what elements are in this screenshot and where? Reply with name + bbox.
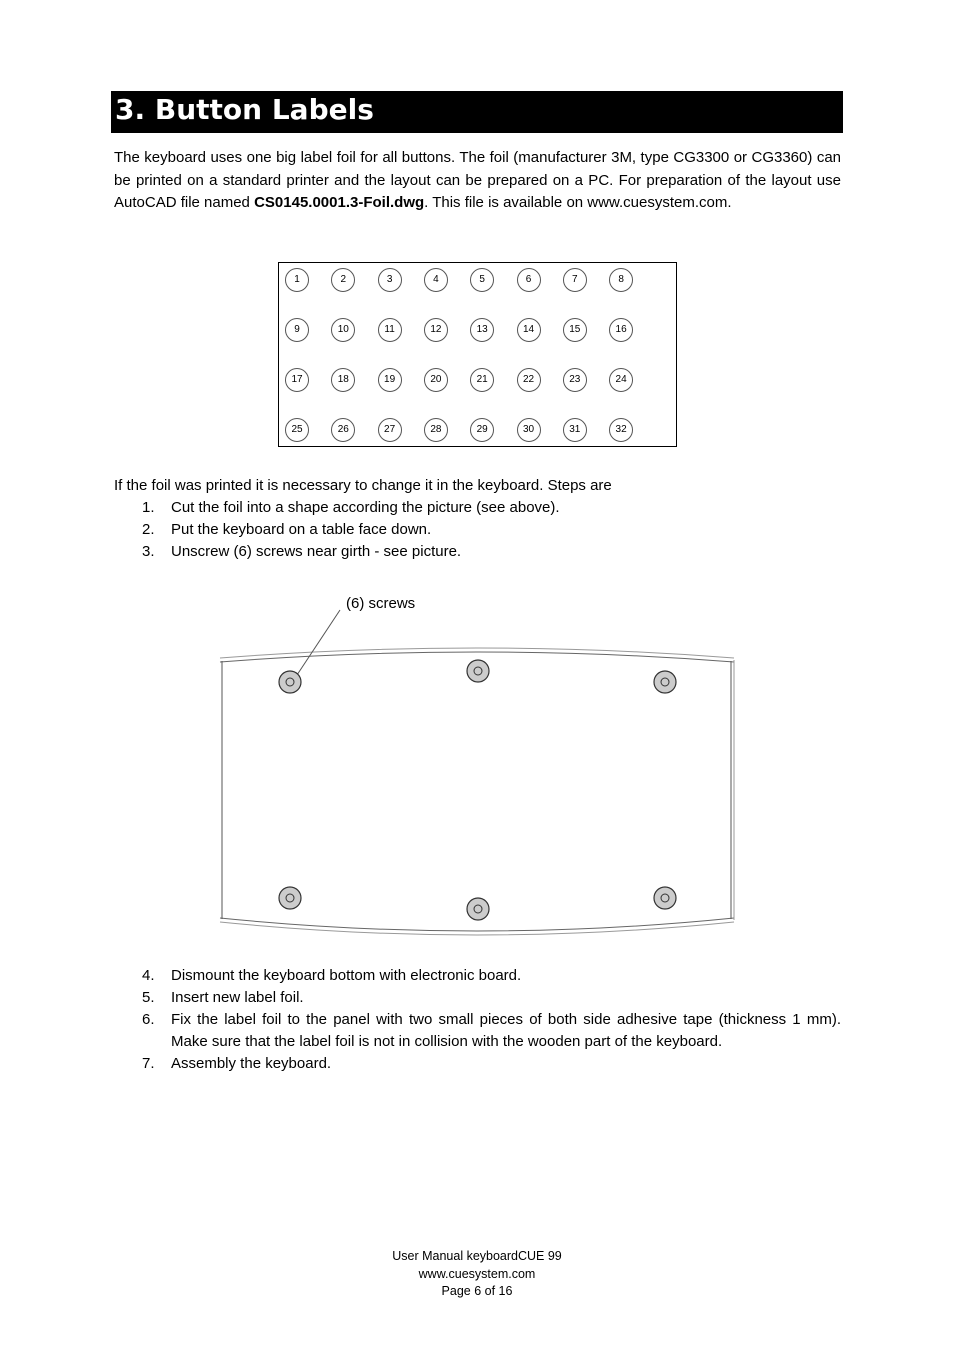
- section-heading: 3. Button Labels: [111, 91, 843, 133]
- step-text: Fix the label foil to the panel with two small pieces of both side adhesive tape (thickness 1 mm). Make sure that the label foil is not in collision with the wooden part of the keyboard.: [171, 1011, 841, 1050]
- screw-icon: [467, 898, 489, 920]
- foil-button-27: 27: [378, 418, 402, 442]
- intro-text-end: . This file is available on www.cuesystem.com.: [424, 194, 732, 211]
- foil-button-32: 32: [609, 418, 633, 442]
- foil-button-11: 11: [378, 318, 402, 342]
- foil-button-5: 5: [470, 268, 494, 292]
- step-text: Put the keyboard on a table face down.: [171, 521, 432, 538]
- foil-button-15: 15: [563, 318, 587, 342]
- step-text: Assembly the keyboard.: [171, 1055, 332, 1072]
- intro-paragraph: [114, 147, 841, 215]
- footer-website: www.cuesystem.com: [418, 1266, 536, 1281]
- step-text: Insert new label foil.: [171, 989, 304, 1006]
- foil-button-22: 22: [517, 368, 541, 392]
- keyboard-bottom-figure: [210, 590, 740, 942]
- footer-manual-title: User Manual keyboardCUE 99: [392, 1249, 562, 1263]
- step-number: 4.: [142, 967, 155, 984]
- step-number: 5.: [142, 989, 155, 1006]
- foil-button-7: 7: [563, 268, 587, 292]
- foil-button-23: 23: [563, 368, 587, 392]
- foil-button-28: 28: [424, 418, 448, 442]
- foil-button-4: 4: [424, 268, 448, 292]
- foil-button-9: 9: [285, 318, 309, 342]
- foil-button-1: 1: [285, 268, 309, 292]
- screws-callout: (6) screws: [346, 595, 416, 612]
- step-text: Cut the foil into a shape according the picture (see above).: [171, 499, 560, 516]
- callout-leader-line: [295, 610, 340, 678]
- step-text: Unscrew (6) screws near girth - see picture.: [171, 543, 462, 560]
- foil-button-2: 2: [331, 268, 355, 292]
- foil-button-19: 19: [378, 368, 402, 392]
- page-footer: [0, 1248, 954, 1301]
- screw-icon: [467, 660, 489, 682]
- foil-button-16: 16: [609, 318, 633, 342]
- foil-button-14: 14: [517, 318, 541, 342]
- foil-button-8: 8: [609, 268, 633, 292]
- foil-filename: CS0145.0001.3-Foil.dwg: [254, 194, 425, 211]
- label-foil-layout: [278, 262, 677, 447]
- foil-button-6: 6: [517, 268, 541, 292]
- foil-button-26: 26: [331, 418, 355, 442]
- foil-button-12: 12: [424, 318, 448, 342]
- foil-button-31: 31: [563, 418, 587, 442]
- foil-button-10: 10: [331, 318, 355, 342]
- step-number: 3.: [142, 543, 155, 560]
- intro-text-start: The keyboard uses one big label foil for all buttons. The foil (manufacturer 3M, type CG3300 or CG3360) can be printed on a standard printer and the layout can be prepared on a PC. For preparation of the layout use AutoCAD file named: [114, 149, 841, 211]
- screw-icon: [654, 671, 676, 693]
- foil-button-24: 24: [609, 368, 633, 392]
- foil-button-25: 25: [285, 418, 309, 442]
- screw-icon: [279, 671, 301, 693]
- screw-icon: [279, 887, 301, 909]
- step-number: 6.: [142, 1011, 155, 1028]
- step-text: Dismount the keyboard bottom with electronic board.: [171, 967, 522, 984]
- step-number: 1.: [142, 499, 155, 516]
- step-number: 2.: [142, 521, 155, 538]
- step-number: 7.: [142, 1055, 155, 1072]
- foil-button-17: 17: [285, 368, 309, 392]
- screw-icon: [654, 887, 676, 909]
- foil-button-13: 13: [470, 318, 494, 342]
- foil-button-18: 18: [331, 368, 355, 392]
- foil-button-3: 3: [378, 268, 402, 292]
- steps-intro: If the foil was printed it is necessary to change it in the keyboard. Steps are: [114, 477, 612, 494]
- foil-button-20: 20: [424, 368, 448, 392]
- foil-button-21: 21: [470, 368, 494, 392]
- foil-button-29: 29: [470, 418, 494, 442]
- foil-button-30: 30: [517, 418, 541, 442]
- footer-page-number: Page 6 of 16: [441, 1284, 513, 1298]
